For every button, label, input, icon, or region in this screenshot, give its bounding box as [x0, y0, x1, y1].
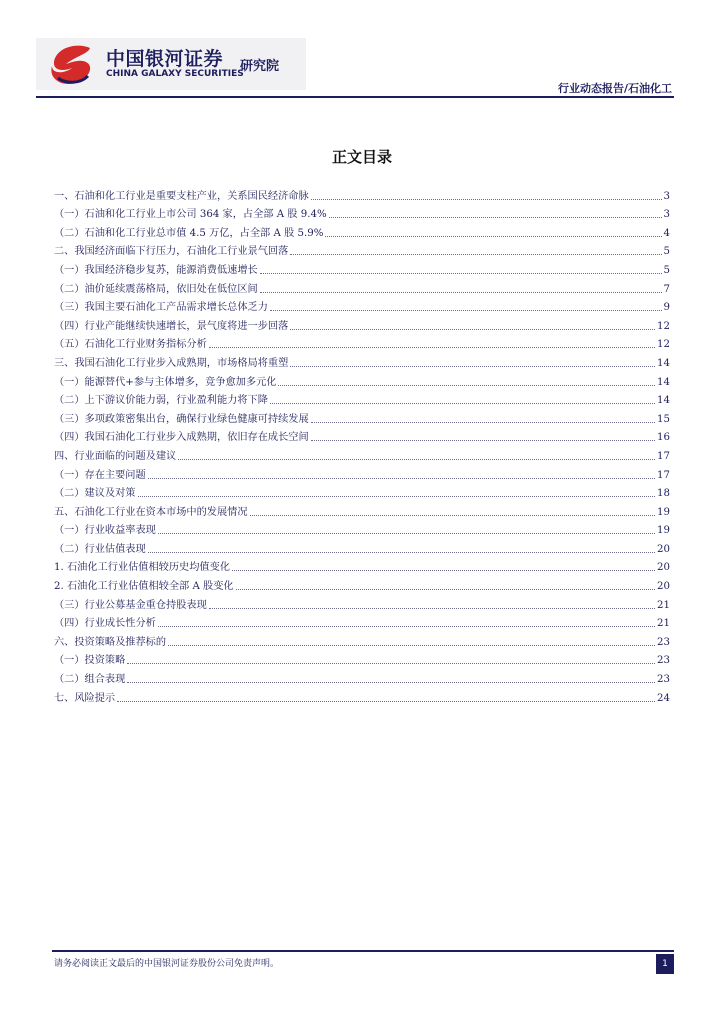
toc-entry-page[interactable]: 12	[657, 320, 670, 332]
toc-entry-page[interactable]: 21	[657, 599, 670, 611]
toc-entry-page[interactable]: 19	[657, 525, 670, 537]
toc-entry[interactable]	[54, 240, 670, 259]
toc-entry[interactable]	[54, 314, 670, 333]
table-of-contents	[54, 184, 670, 705]
toc-dot-leader	[270, 403, 655, 404]
toc-entry-page[interactable]: 17	[657, 450, 670, 462]
page-header	[0, 0, 724, 100]
toc-entry[interactable]	[54, 556, 670, 575]
toc-entry-page[interactable]: 3	[663, 190, 670, 202]
toc-entry-title[interactable]: 三、我国石油化工行业步入成熟期，市场格局将重塑	[54, 357, 289, 369]
toc-entry-page[interactable]: 5	[663, 246, 670, 258]
toc-entry-page[interactable]: 20	[657, 562, 670, 574]
toc-entry-title[interactable]: 五、石油化工行业在资本市场中的发展情况	[54, 506, 248, 518]
toc-dot-leader	[311, 440, 655, 441]
toc-entry-title[interactable]: （一）我国经济稳步复苏，能源消费低速增长	[54, 264, 258, 276]
toc-entry[interactable]	[54, 519, 670, 538]
toc-entry-page[interactable]: 7	[663, 283, 670, 295]
toc-entry-page[interactable]: 3	[663, 209, 670, 221]
toc-entry-title[interactable]: 七、风险提示	[54, 692, 116, 704]
toc-entry[interactable]	[54, 389, 670, 408]
toc-entry[interactable]	[54, 537, 670, 556]
toc-entry-title[interactable]: （三）多项政策密集出台，确保行业绿色健康可持续发展	[54, 413, 309, 425]
toc-entry-page[interactable]: 23	[657, 636, 670, 648]
toc-entry-title[interactable]: 二、我国经济面临下行压力，石油化工行业景气回落	[54, 246, 289, 258]
toc-entry[interactable]	[54, 277, 670, 296]
galaxy-logo-icon	[46, 40, 100, 90]
toc-entry-page[interactable]: 14	[657, 376, 670, 388]
toc-entry[interactable]	[54, 351, 670, 370]
toc-dot-leader	[325, 236, 661, 237]
toc-entry-page[interactable]: 20	[657, 543, 670, 555]
toc-entry-title[interactable]: 四、行业面临的问题及建议	[54, 450, 177, 462]
toc-entry-title[interactable]: （四）我国石油化工行业步入成熟期，依旧存在成长空间	[54, 432, 309, 444]
footer-disclaimer: 请务必阅读正文最后的中国银河证券股份公司免责声明。	[54, 959, 280, 969]
toc-entry[interactable]	[54, 574, 670, 593]
toc-entry-title[interactable]: （四）行业产能继续快速增长，景气度将进一步回落	[54, 320, 289, 332]
toc-entry-title[interactable]: 六、投资策略及推荐标的	[54, 636, 167, 648]
toc-entry[interactable]	[54, 184, 670, 203]
logo-english-name: CHINA GALAXY SECURITIES	[106, 69, 244, 79]
toc-dot-leader	[209, 347, 655, 348]
toc-entry-title[interactable]: （一）存在主要问题	[54, 469, 146, 481]
report-type-label: 行业动态报告/石油化工	[557, 82, 672, 95]
toc-entry[interactable]	[54, 686, 670, 705]
toc-title: 正文目录	[331, 148, 392, 166]
toc-entry-page[interactable]: 19	[657, 506, 670, 518]
toc-entry-page[interactable]: 20	[657, 581, 670, 593]
toc-entry-title[interactable]: （一）能源替代+参与主体增多，竞争愈加多元化	[54, 376, 277, 388]
toc-dot-leader	[168, 645, 655, 646]
toc-entry-page[interactable]: 5	[663, 264, 670, 276]
toc-entry[interactable]	[54, 630, 670, 649]
toc-dot-leader	[290, 254, 661, 255]
footer-divider	[52, 950, 674, 952]
toc-dot-leader	[270, 310, 662, 311]
toc-entry-title[interactable]: （一）投资策略	[54, 655, 126, 667]
page-number: 1	[656, 954, 674, 974]
header-divider	[36, 96, 674, 98]
toc-entry-title[interactable]: （二）上下游议价能力弱，行业盈利能力将下降	[54, 395, 268, 407]
toc-dot-leader	[127, 682, 655, 683]
toc-entry-title[interactable]: （五）石油化工行业财务指标分析	[54, 339, 207, 351]
toc-entry[interactable]	[54, 649, 670, 668]
toc-entry-page[interactable]: 14	[657, 357, 670, 369]
toc-dot-leader	[232, 570, 655, 571]
toc-dot-leader	[236, 589, 655, 590]
toc-entry-page[interactable]: 21	[657, 618, 670, 630]
toc-dot-leader	[209, 608, 655, 609]
toc-entry-page[interactable]: 23	[657, 674, 670, 686]
toc-entry-page[interactable]: 17	[657, 469, 670, 481]
toc-entry[interactable]	[54, 333, 670, 352]
toc-entry[interactable]	[54, 593, 670, 612]
toc-entry-title[interactable]: （二）石油和化工行业总市值 4.5 万亿，占全部 A 股 5.9%	[54, 227, 324, 239]
toc-entry-title[interactable]: 2. 石油化工行业估值相较全部 A 股变化	[54, 581, 234, 593]
toc-entry-page[interactable]: 9	[663, 302, 670, 314]
toc-entry[interactable]	[54, 203, 670, 222]
toc-dot-leader	[250, 515, 655, 516]
toc-entry-page[interactable]: 12	[657, 339, 670, 351]
toc-entry-title[interactable]: （二）组合表现	[54, 674, 126, 686]
toc-entry[interactable]	[54, 407, 670, 426]
toc-dot-leader	[311, 422, 655, 423]
toc-entry-page[interactable]: 23	[657, 655, 670, 667]
toc-entry[interactable]	[54, 426, 670, 445]
toc-entry-title[interactable]: （四）行业成长性分析	[54, 618, 156, 630]
toc-dot-leader	[290, 366, 655, 367]
toc-entry-page[interactable]: 24	[657, 692, 670, 704]
toc-entry-title[interactable]: 一、石油和化工行业是重要支柱产业，关系国民经济命脉	[54, 190, 309, 202]
toc-dot-leader	[278, 385, 655, 386]
toc-dot-leader	[148, 478, 655, 479]
toc-entry-title[interactable]: （三）我国主要石油化工产品需求增长总体乏力	[54, 302, 268, 314]
toc-entry[interactable]	[54, 463, 670, 482]
toc-dot-leader	[178, 459, 655, 460]
toc-entry-page[interactable]: 18	[657, 488, 670, 500]
toc-entry[interactable]	[54, 500, 670, 519]
toc-entry[interactable]	[54, 296, 670, 315]
toc-dot-leader	[148, 552, 655, 553]
toc-entry-title[interactable]: （一）行业收益率表现	[54, 525, 156, 537]
toc-entry[interactable]	[54, 612, 670, 631]
toc-dot-leader	[158, 626, 655, 627]
toc-dot-leader	[311, 199, 662, 200]
toc-dot-leader	[260, 273, 662, 274]
toc-dot-leader	[117, 701, 655, 702]
toc-entry-page[interactable]: 15	[657, 413, 670, 425]
toc-dot-leader	[260, 292, 662, 293]
toc-entry-title[interactable]: （二）行业估值表现	[54, 543, 146, 555]
toc-entry[interactable]	[54, 667, 670, 686]
toc-entry-page[interactable]: 16	[657, 432, 670, 444]
toc-entry-title[interactable]: （二）油价延续震荡格局，依旧处在低位区间	[54, 283, 258, 295]
toc-dot-leader	[329, 217, 662, 218]
toc-entry[interactable]	[54, 482, 670, 501]
toc-entry[interactable]	[54, 221, 670, 240]
toc-entry-title[interactable]: 1. 石油化工行业估值相较历史均值变化	[54, 562, 230, 574]
toc-dot-leader	[138, 496, 656, 497]
logo-institute: 研究院	[240, 59, 280, 74]
toc-dot-leader	[290, 329, 655, 330]
logo-chinese-name: 中国银河证券	[106, 48, 224, 70]
toc-entry[interactable]	[54, 370, 670, 389]
toc-entry-title[interactable]: （三）行业公募基金重仓持股表现	[54, 599, 207, 611]
toc-entry[interactable]	[54, 444, 670, 463]
toc-entry-page[interactable]: 4	[663, 227, 670, 239]
toc-dot-leader	[127, 663, 655, 664]
toc-entry[interactable]	[54, 258, 670, 277]
toc-entry-title[interactable]: （一）石油和化工行业上市公司 364 家，占全部 A 股 9.4%	[54, 209, 327, 221]
toc-dot-leader	[158, 533, 655, 534]
toc-entry-page[interactable]: 14	[657, 395, 670, 407]
toc-entry-title[interactable]: （二）建议及对策	[54, 488, 136, 500]
